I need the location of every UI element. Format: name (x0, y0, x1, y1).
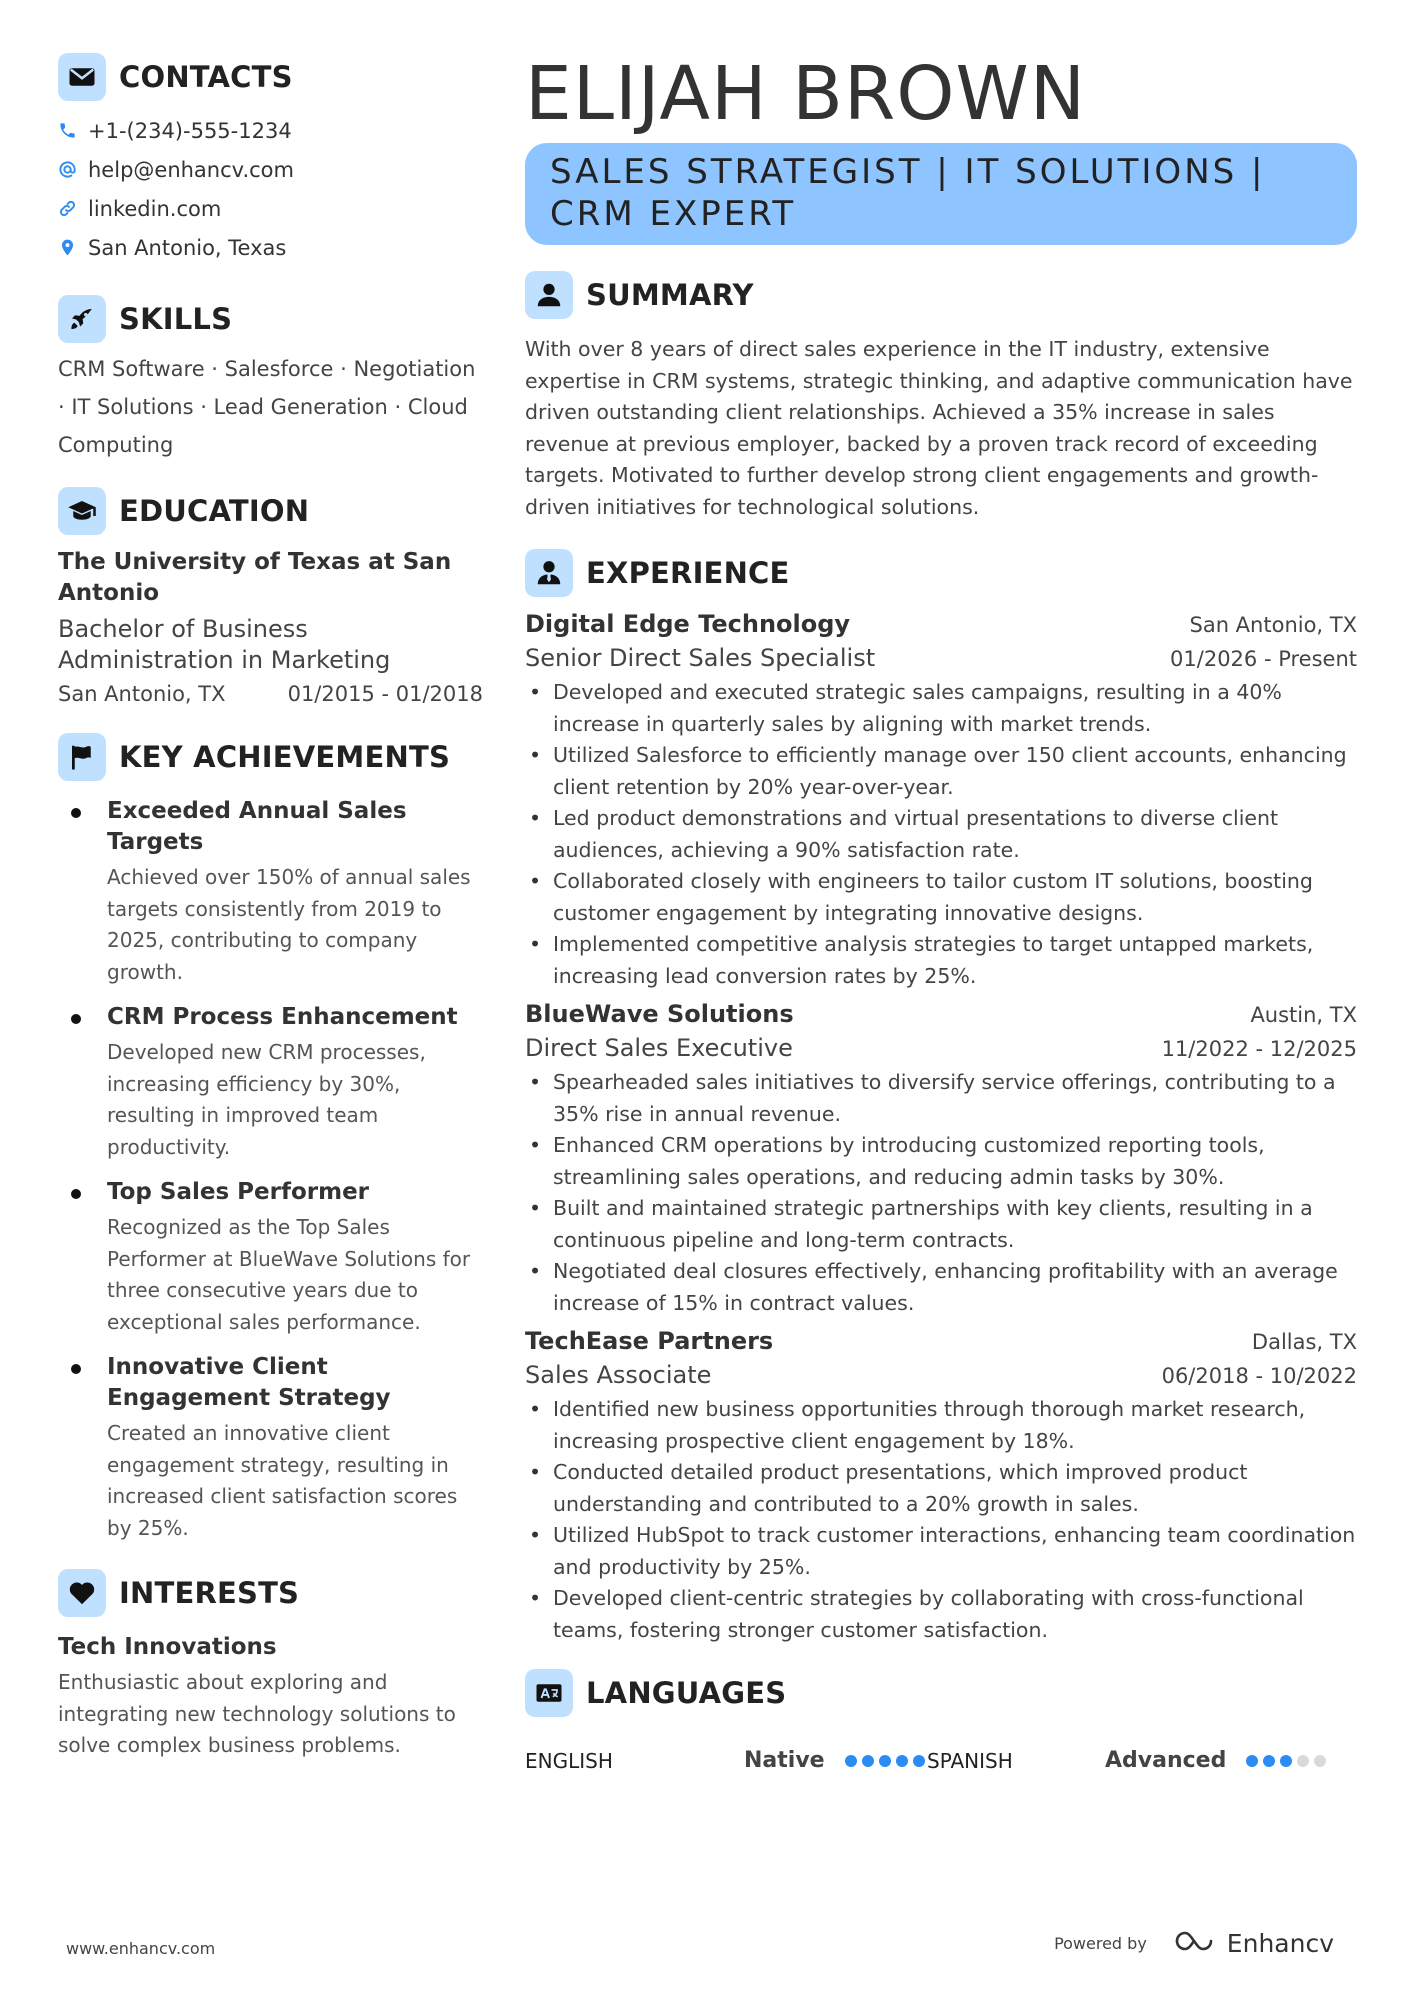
contact-linkedin[interactable] (58, 189, 483, 228)
footer-website[interactable]: www.enhancv.com (66, 1939, 216, 1958)
flag-icon (58, 733, 106, 781)
rating-dot-empty (1297, 1755, 1309, 1767)
candidate-name: ELIJAH BROWN (525, 51, 1087, 137)
summary-text: With over 8 years of direct sales experience in the IT industry, extensive expertise in CRM systems, strategic thinking, and adaptive communication have driven outstanding client relationships. Achieved a 35% increase in sales revenue at previous employer, backed by a proven track record of exceeding targets. Motivated to further develop strong client engagements and growth-driven initiatives for technological solutions. (525, 337, 1353, 519)
languages-header (525, 1668, 1357, 1718)
experience-title: EXPERIENCE (586, 556, 790, 590)
job-bullet: • Collaborated closely with engineers to tailor custom IT solutions, boosting customer engagement by integrating innovative designs. (525, 866, 1357, 929)
user-tie-icon (525, 549, 573, 597)
achievement-title: Innovative Client Engagement Strategy (107, 1354, 391, 1411)
job-subheader (525, 1034, 1357, 1062)
education-header (58, 486, 483, 536)
job-bullets (525, 1394, 1357, 1646)
education-title: EDUCATION (119, 494, 310, 528)
job-bullets (525, 1067, 1357, 1319)
achievement-title: CRM Process Enhancement (107, 1004, 458, 1030)
interest-title: Tech Innovations (58, 1634, 277, 1660)
job-entry (525, 610, 1357, 992)
education-school: The University of Texas at San Antonio (58, 549, 452, 606)
bullet-dot (71, 1364, 81, 1374)
job-company: Digital Edge Technology (525, 610, 851, 638)
job-bullet: • Led product demonstrations and virtual presentations to diverse client audiences, achieving a 90% satisfaction rate. (525, 803, 1357, 866)
education-degree: Bachelor of Business Administration in Marketing (58, 615, 391, 674)
enhancv-logo-icon (1173, 1928, 1219, 1958)
language-item (927, 1748, 1357, 1773)
job-role: Direct Sales Executive (525, 1034, 793, 1062)
job-header (525, 1000, 1357, 1028)
contacts-list (58, 111, 483, 267)
job-location: Dallas, TX (1251, 1330, 1357, 1354)
summary-title: SUMMARY (586, 278, 754, 312)
location-icon (58, 238, 88, 257)
achievements-list (58, 796, 483, 1544)
language-rating (1246, 1755, 1326, 1767)
rating-dot-filled (1246, 1755, 1258, 1767)
achievement-item (58, 1352, 483, 1544)
footer-branding[interactable] (1054, 1928, 1334, 1958)
education-meta (58, 682, 483, 706)
contacts-title: CONTACTS (119, 60, 293, 94)
job-role: Senior Direct Sales Specialist (525, 644, 876, 672)
achievement-item (58, 1002, 483, 1163)
job-bullet: • Developed and executed strategic sales campaigns, resulting in a 40% increase in quarterly sales by aligning with market trends. (525, 677, 1357, 740)
rating-dot-empty (1314, 1755, 1326, 1767)
job-bullet: • Developed client-centric strategies by collaborating with cross-functional teams, fostering stronger customer satisfaction. (525, 1583, 1357, 1646)
languages-title: LANGUAGES (586, 1676, 787, 1710)
powered-by-label: Powered by (1054, 1933, 1147, 1953)
job-bullet: • Enhanced CRM operations by introducing customized reporting tools, streamlining sales operations, and reducing admin tasks by 30%. (525, 1130, 1357, 1193)
achievement-desc: Achieved over 150% of annual sales targets consistently from 2019 to 2025, contributing to company growth. (107, 865, 471, 984)
job-bullets (525, 677, 1357, 992)
rating-dot-filled (896, 1755, 908, 1767)
job-bullet: • Negotiated deal closures effectively, enhancing profitability with an average increase of 15% in contract values. (525, 1256, 1357, 1319)
achievement-desc: Created an innovative client engagement strategy, resulting in increased client satisfaction scores by 25%. (107, 1421, 458, 1540)
contact-linkedin-text: linkedin.com (88, 196, 222, 221)
user-icon (525, 271, 573, 319)
job-subheader (525, 644, 1357, 672)
job-entry (525, 1000, 1357, 1319)
brand-name: Enhancv (1226, 1928, 1334, 1958)
rating-dot-filled (1280, 1755, 1292, 1767)
achievement-title: Top Sales Performer (107, 1179, 370, 1205)
language-name: ENGLISH (525, 1748, 613, 1773)
contacts-header (58, 52, 483, 102)
rating-dot-filled (1263, 1755, 1275, 1767)
achievement-item (58, 796, 483, 988)
language-level: Native (744, 1748, 825, 1773)
job-bullet: • Built and maintained strategic partnerships with key clients, resulting in a continuous pipeline and long-term contracts. (525, 1193, 1357, 1256)
job-location: Austin, TX (1250, 1003, 1357, 1027)
job-dates: 01/2026 - Present (1170, 647, 1357, 671)
right-column (525, 50, 1357, 1773)
achievements-header (58, 732, 483, 782)
bullet-dot (71, 808, 81, 818)
left-column (58, 52, 483, 1762)
contact-phone-text: +1-(234)-555-1234 (88, 118, 292, 143)
interests-header (58, 1568, 483, 1618)
contact-location-text: San Antonio, Texas (88, 235, 287, 260)
job-header (525, 610, 1357, 638)
job-location: San Antonio, TX (1189, 613, 1357, 637)
job-bullet: • Utilized HubSpot to track customer interactions, enhancing team coordination and productivity by 25%. (525, 1520, 1357, 1583)
achievement-desc: Developed new CRM processes, increasing efficiency by 30%, resulting in improved team productivity. (107, 1040, 426, 1159)
link-icon (58, 199, 88, 218)
experience-header (525, 548, 1357, 598)
bullet-dot (71, 1014, 81, 1024)
envelope-icon (58, 53, 106, 101)
job-company: BlueWave Solutions (525, 1000, 794, 1028)
rocket-icon (58, 295, 106, 343)
job-bullet: • Conducted detailed product presentations, which improved product understanding and contributed to a 20% growth in sales. (525, 1457, 1357, 1520)
summary-header (525, 270, 1357, 320)
skills-text: CRM Software · Salesforce · Negotiation · IT Solutions · Lead Generation · Cloud Computing (58, 357, 476, 457)
language-level: Advanced (1105, 1748, 1227, 1773)
achievement-desc: Recognized as the Top Sales Performer at BlueWave Solutions for three consecutive years due to exceptional sales performance. (107, 1215, 471, 1334)
job-entry (525, 1327, 1357, 1646)
heart-icon (58, 1569, 106, 1617)
languages-list (525, 1748, 1357, 1773)
interest-desc: Enthusiastic about exploring and integrating new technology solutions to solve complex business problems. (58, 1670, 456, 1757)
job-company: TechEase Partners (525, 1327, 774, 1355)
job-bullet: • Identified new business opportunities through thorough market research, increasing prospective client engagement by 18%. (525, 1394, 1357, 1457)
headline-text: SALES STRATEGIST | IT SOLUTIONS | CRM EXPERT (550, 152, 1266, 234)
rating-dot-filled (845, 1755, 857, 1767)
job-bullet: • Utilized Salesforce to efficiently manage over 150 client accounts, enhancing client retention by 20% year-over-year. (525, 740, 1357, 803)
achievements-title: KEY ACHIEVEMENTS (119, 740, 451, 774)
achievement-title: Exceeded Annual Sales Targets (107, 798, 407, 855)
contact-email-text: help@enhancv.com (88, 157, 294, 182)
education-location: San Antonio, TX (58, 682, 226, 706)
language-name: SPANISH (927, 1748, 1013, 1773)
language-item (525, 1748, 927, 1773)
at-icon (58, 160, 88, 179)
skills-title: SKILLS (119, 302, 233, 336)
job-dates: 06/2018 - 10/2022 (1161, 1364, 1357, 1388)
phone-icon (58, 121, 88, 140)
contact-phone[interactable] (58, 111, 483, 150)
job-dates: 11/2022 - 12/2025 (1161, 1037, 1357, 1061)
rating-dot-filled (862, 1755, 874, 1767)
interests-title: INTERESTS (119, 1576, 300, 1610)
skills-header (58, 294, 483, 344)
job-subheader (525, 1361, 1357, 1389)
job-role: Sales Associate (525, 1361, 712, 1389)
bullet-dot (71, 1189, 81, 1199)
job-header (525, 1327, 1357, 1355)
headline-box (525, 143, 1357, 245)
translate-icon (525, 1669, 573, 1717)
contact-email[interactable] (58, 150, 483, 189)
achievement-item (58, 1177, 483, 1338)
job-bullet: • Implemented competitive analysis strategies to target untapped markets, increasing lead conversion rates by 25%. (525, 929, 1357, 992)
rating-dot-filled (879, 1755, 891, 1767)
rating-dot-filled (913, 1755, 925, 1767)
graduation-cap-icon (58, 487, 106, 535)
education-dates: 01/2015 - 01/2018 (287, 682, 483, 706)
contact-location (58, 228, 483, 267)
language-rating (845, 1755, 925, 1767)
job-bullet: • Spearheaded sales initiatives to diversify service offerings, contributing to a 35% rise in annual revenue. (525, 1067, 1357, 1130)
